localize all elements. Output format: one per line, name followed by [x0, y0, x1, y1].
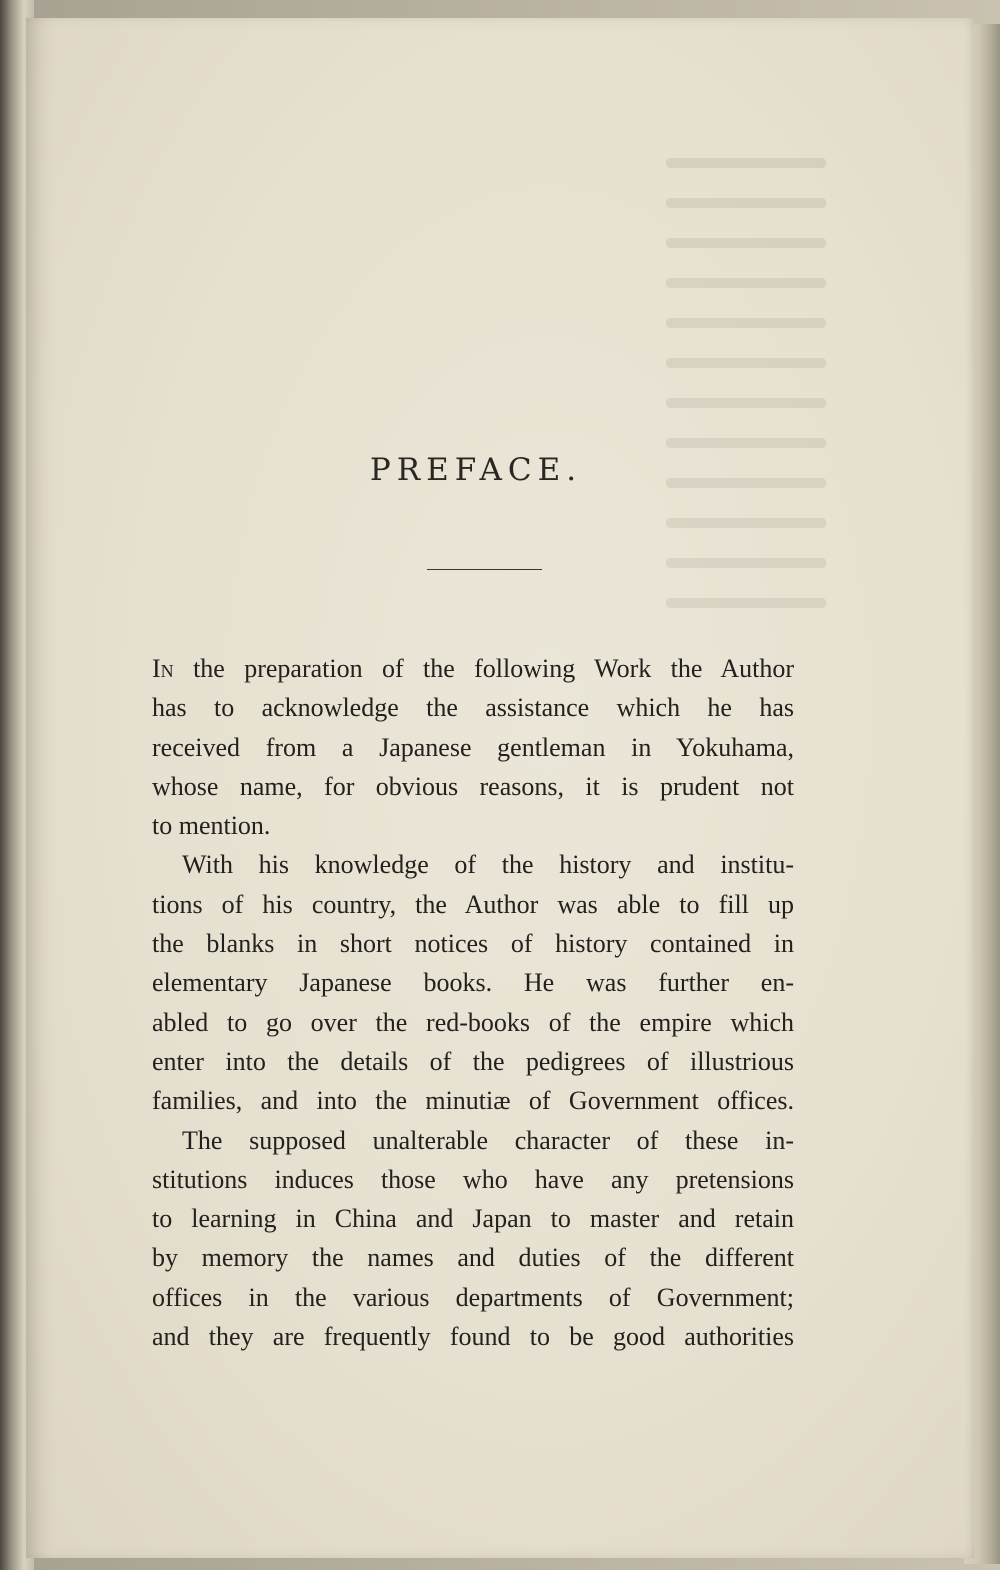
text-line-content: tions of his country, the Author was able to fill up: [152, 889, 794, 919]
text-line-content: elementary Japanese books. He was further en-: [152, 968, 794, 998]
text-line-content: has to acknowledge the assistance which he has: [152, 693, 794, 723]
text-line-content: by memory the names and duties of the different: [152, 1243, 794, 1273]
text-line-content: the blanks in short notices of history contained in: [152, 929, 794, 959]
text-line: [152, 1042, 794, 1081]
text-line: [152, 1003, 794, 1042]
text-line-content: The supposed unalterable character of these in-: [182, 1125, 794, 1155]
text-line: [152, 728, 794, 767]
text-line-content: offices in the various departments of Government;: [152, 1282, 794, 1312]
text-line-content: enter into the details of the pedigrees of illustrious: [152, 1046, 794, 1076]
text-line: [152, 924, 794, 963]
show-through-text: [666, 158, 826, 618]
text-line: [152, 806, 794, 845]
text-line: [152, 1081, 794, 1120]
text-line-content: and they are frequently found to be good authorities: [152, 1322, 794, 1352]
text-line-content: to learning in China and Japan to master and retain: [152, 1204, 794, 1234]
text-line-content: to mention.: [152, 811, 271, 841]
text-line: [152, 1199, 794, 1238]
title-rule: [427, 569, 542, 570]
text-line-content: abled to go over the red-books of the empire which: [152, 1007, 794, 1037]
text-line: [152, 1317, 794, 1356]
text-line-content: whose name, for obvious reasons, it is prudent not: [152, 771, 794, 801]
page-title: PREFACE.: [369, 452, 583, 488]
text-line: [152, 1238, 794, 1277]
text-line: [152, 688, 794, 727]
drop-lead-word: In: [152, 654, 174, 683]
text-line: [152, 1278, 794, 1317]
text-line-content: families, and into the minutiæ of Government offices.: [152, 1086, 794, 1116]
text-line: [152, 845, 794, 884]
text-line-content: stitutions induces those who have any pretensions: [152, 1164, 794, 1194]
text-line: [152, 1160, 794, 1199]
text-line-content: received from a Japanese gentleman in Yokuhama,: [152, 732, 794, 762]
text-line-content: the preparation of the following Work the Author: [193, 654, 794, 683]
preface-body: [152, 649, 794, 1356]
text-line: [152, 963, 794, 1002]
text-line: [152, 1121, 794, 1160]
text-line: [152, 649, 794, 688]
text-line-content: With his knowledge of the history and institu-: [182, 850, 794, 880]
book-page: [26, 18, 974, 1558]
text-line: [152, 885, 794, 924]
text-line: [152, 767, 794, 806]
